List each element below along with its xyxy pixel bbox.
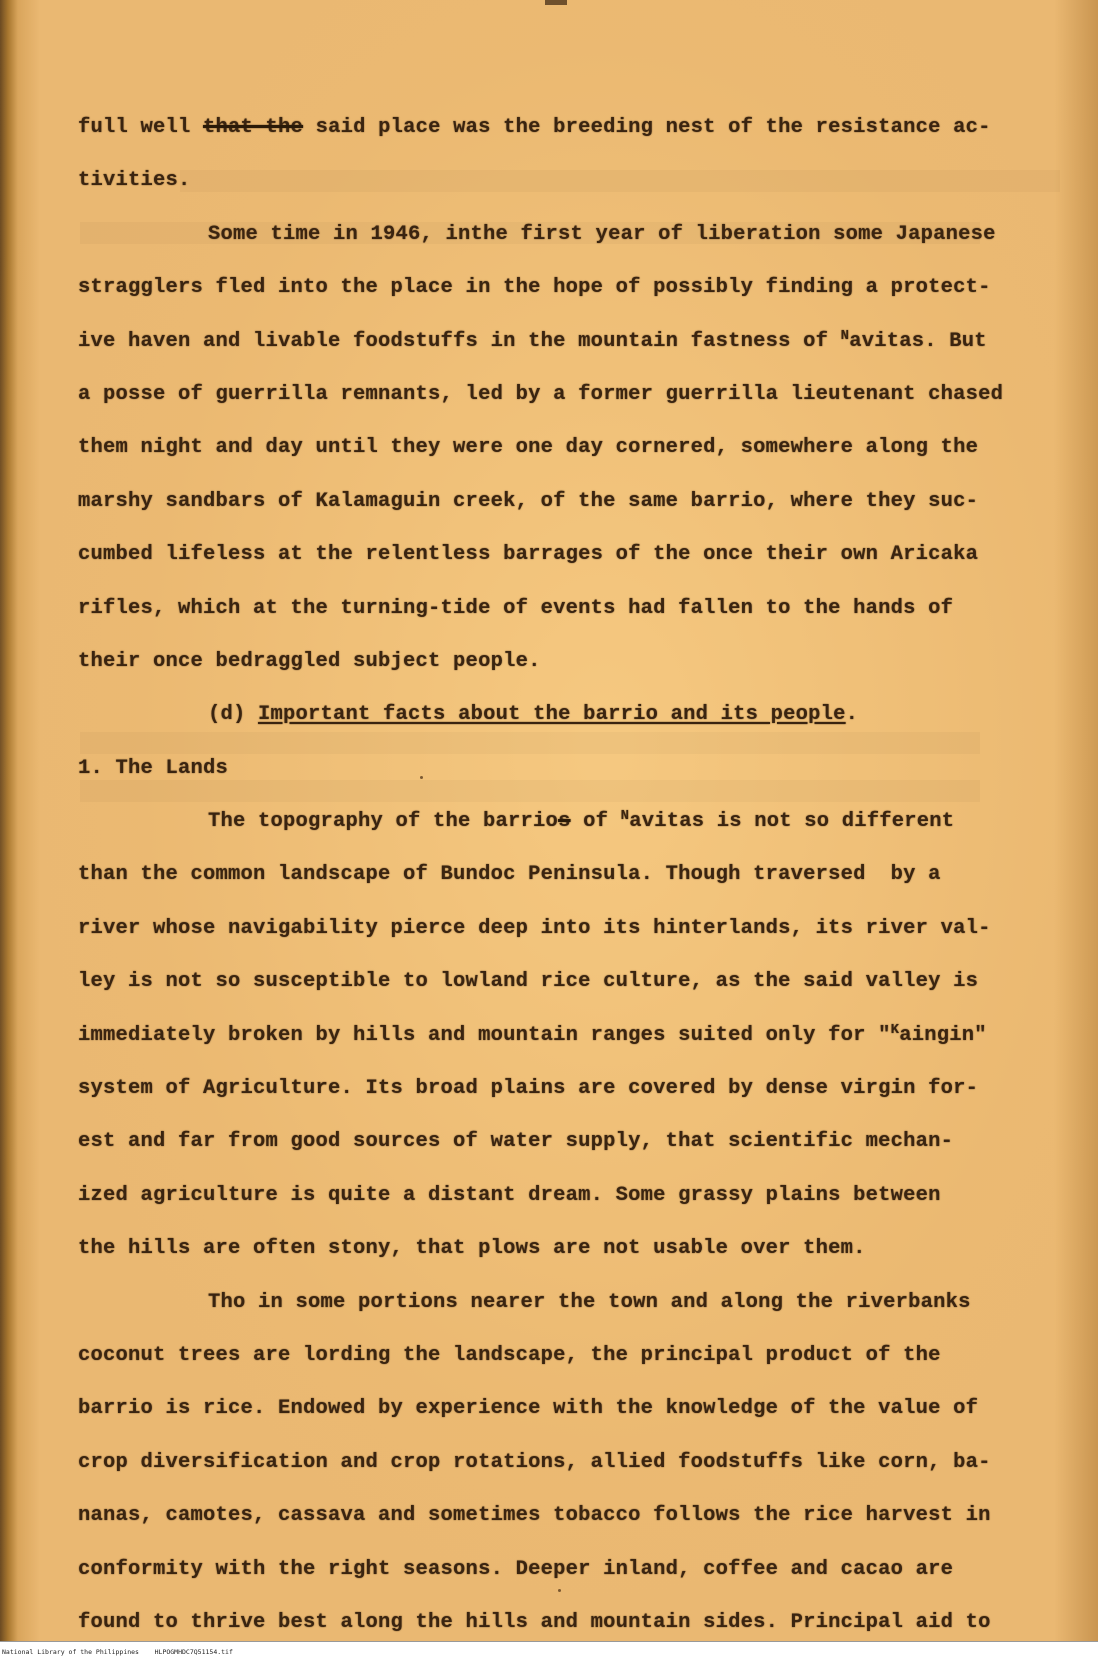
text-line: marshy sandbars of Kalamaguin creek, of the same barrio, where they suc- [78,489,979,513]
text-segment: said place was the breeding nest of the resistance ac- [303,116,991,139]
text-line: system of Agriculture. Its broad plains are covered by dense virgin for- [78,1077,979,1101]
raised-letter: N [620,808,630,825]
subheading-lands: 1. The Lands [78,756,229,780]
archive-footer [0,1641,1098,1658]
text-line [78,315,1058,368]
text-line: than the common landscape of Bundoc Peninsula. Though traversed by a [78,863,941,887]
text-line: a posse of guerrilla remnants, led by a former guerrilla lieutenant chased [78,382,1004,406]
text-line: river whose navigability pierce deep into its hinterlands, its river val- [78,916,991,940]
text-segment: aingin" [899,1023,987,1047]
text-segment: The topography of the barrio [208,810,559,834]
text-line: conformity with the right seasons. Deeper inland, coffee and cacao are [78,1557,954,1581]
struck-text: that the [203,116,304,139]
archive-footer-text: National Library of the Philippines HLPOGMHDC7Q51154.tif [2,1648,233,1656]
paragraph-group-1 [78,101,1058,688]
text-segment: avitas is not so different [629,810,955,834]
text-segment: of [570,810,621,834]
struck-text: s [558,810,571,834]
text-line: cumbed lifeless at the relentless barrages of the once their own Aricaka [78,543,979,567]
section-title: Important facts about the barrio and its people [258,703,846,727]
text-line [78,795,1058,848]
text-line: nanas, camotes, cassava and sometimes tobacco follows the rice harvest in [78,1504,991,1528]
text-segment: avitas. But [849,329,987,353]
text-line: barrio is rice. Endowed by experience with the knowledge of the value of [78,1397,979,1421]
text-line: crop diversification and crop rotations, allied foodstuffs like corn, ba- [78,1450,991,1474]
text-segment: ive haven and livable foodstuffs in the mountain fastness of [78,329,841,353]
raised-letter: N [840,327,850,344]
raised-letter: K [890,1021,900,1038]
section-label: (d) [208,703,246,727]
text-line: Tho in some portions nearer the town and along the riverbanks [208,1290,971,1314]
page-number-mark [545,0,567,5]
text-line [78,1009,1058,1062]
text-line: their once bedraggled subject people. [78,649,541,673]
section-title-end: . [845,703,859,727]
text-segment: full well [78,116,204,139]
text-line: tivities. [78,169,191,193]
text-line [78,101,1058,154]
text-line: Some time in 1946, inthe first year of liberation some Japanese [208,222,996,246]
text-line: the hills are often stony, that plows are not usable over them. [78,1237,866,1261]
text-line: est and far from good sources of water supply, that scientific mechan- [78,1130,954,1154]
paragraph-group-2 [78,795,1058,1649]
text-line: coconut trees are lording the landscape, the principal product of the [78,1343,941,1367]
text-line: found to thrive best along the hills and mountain sides. Principal aid to [78,1610,991,1634]
text-segment: immediately broken by hills and mountain ranges suited only for " [78,1023,891,1047]
text-line: them night and day until they were one day cornered, somewhere along the [78,436,979,460]
typed-text-body [78,101,1058,1649]
text-line: stragglers fled into the place in the hope of possibly finding a protect- [78,276,991,300]
text-line: rifles, which at the turning-tide of events had fallen to the hands of [78,596,954,620]
text-line: ized agriculture is quite a distant dream. Some grassy plains between [78,1183,941,1207]
text-line: ley is not so susceptible to lowland rice culture, as the said valley is [78,970,979,994]
section-heading [78,688,1058,741]
